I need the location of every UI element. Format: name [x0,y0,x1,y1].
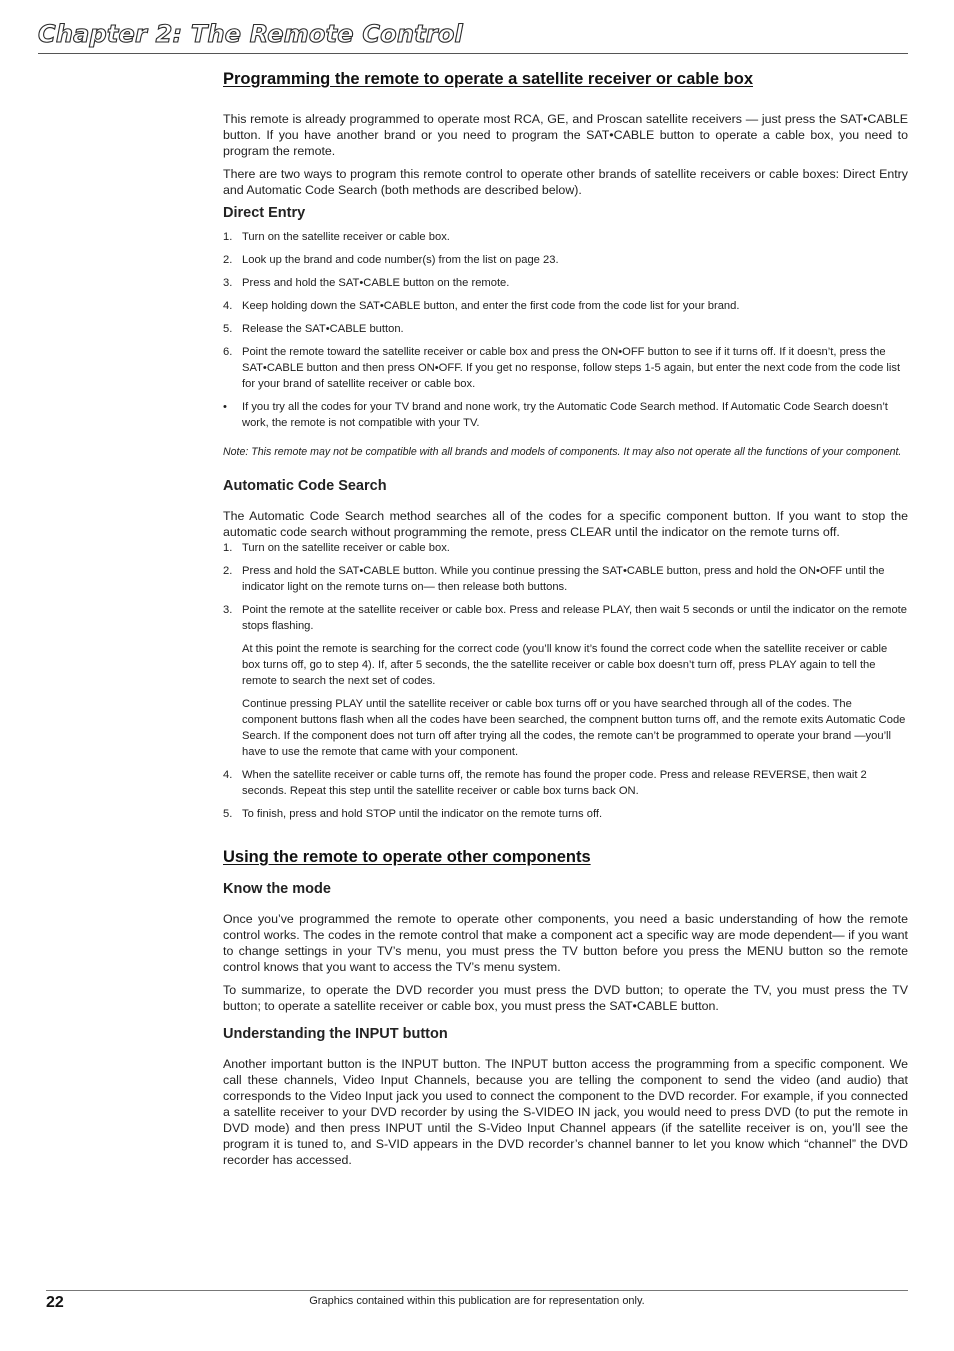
know-mode-paragraph-1: Once you’ve programmed the remote to operate other components, you need a basic understanding of how the remote control works. The codes in the remote control that make a component act a specific way are mode dependent— if you want to change settings in your TV’s menu, you must press the TV button before you press the MENU button so the remote control knows that you want to access the TV’s menu system. [223,912,908,974]
list-item [223,540,908,556]
list-item [223,275,908,291]
list-item [223,344,908,392]
heading-automatic-code-search: Automatic Code Search [223,478,387,494]
direct-entry-bullets [223,399,908,431]
list-item [223,252,908,268]
page-content [223,68,908,1175]
step-text: Point the remote toward the satellite receiver or cable box and press the ON•OFF button to see if it turns off. If it doesn’t, press the SAT•CABLE button and then press ON•OFF. If you get no response, follow steps 1-5 again, but enter the next code from the code list for your brand of satellite receiver or cable box. [242,346,901,390]
step-text: To finish, press and hold STOP until the indicator on the remote turns off. [242,808,603,820]
step-text: Turn on the satellite receiver or cable box. [242,542,450,554]
page-number: 22 [46,1294,64,1311]
section-title-other-components: Using the remote to operate other components [223,848,591,866]
step-number: 1. [223,542,233,554]
chapter-title: Chapter 2: The Remote Control [38,20,463,48]
step-number: 4. [223,300,233,312]
heading-direct-entry: Direct Entry [223,205,306,221]
step-continuation: At this point the remote is searching for the correct code (you’ll know it’s found the correct code when the satellite receiver or cable box turns off, go to step 4). If, after 5 seconds, the the satellite receiver or cable box doesn’t turn off, press PLAY again to tell the remote to search the next set of codes. [242,643,888,687]
step-text: Press and hold the SAT•CABLE button on the remote. [242,277,510,289]
heading-know-the-mode: Know the mode [223,881,331,897]
step-number: 4. [223,769,233,781]
list-item [223,563,908,595]
step-continuation: Continue pressing PLAY until the satellite receiver or cable box turns off or you have searched through all of the codes. The component buttons flash when all the codes have been searched, the compnent button turns off, and the remote exits Automatic Code Search. If the component does not turn off after trying all the codes, the remote can’t be programmed to operate your brand —you’ll have to use the remote that came with your component. [242,698,906,758]
intro-paragraph-2: There are two ways to program this remote control to operate other brands of satellite receivers or cable boxes: Direct Entry and Automatic Code Search (both methods are described below). [223,167,908,197]
list-item [223,321,908,337]
step-text: Look up the brand and code number(s) from the list on page 23. [242,254,559,266]
step-text: Point the remote at the satellite receiver or cable box. Press and release PLAY, then wait 5 seconds or until the indicator on the remote stops flashing. [242,604,907,632]
compatibility-note: Note: This remote may not be compatible with all brands and models of components. It may also not operate all the functions of your component. [223,446,902,458]
step-number: 2. [223,254,233,266]
footer-note: Graphics contained within this publication are for representation only. [309,1295,645,1307]
step-text: Keep holding down the SAT•CABLE button, and enter the first code from the code list for your brand. [242,300,740,312]
step-number: 6. [223,346,233,358]
auto-search-steps [223,540,908,822]
list-item [223,298,908,314]
input-button-paragraph: Another important button is the INPUT button. The INPUT button access the programming from a specific component. We call these channels, Video Input Channels, because you are telling the component to send the video (and audio) that corresponds to the Video Input jack you used to connect the component to the DVD recorder. For example, if you connected a satellite receiver to your DVD recorder by using the S-VIDEO IN jack, you would need to press DVD (to put the remote in DVD mode) and then press INPUT until the S-Video Input Channel appears (if the satellite receiver is on, you’ll see the program it is tuned to, and S-VID appears in the DVD recorder’s channel banner to let you know which “channel” the DVD recorder has accessed. [223,1057,908,1167]
step-text: When the satellite receiver or cable turns off, the remote has found the proper code. Press and release REVERSE, then wait 2 seconds. Repeat this step until the satellite receiver or cable box turns back ON. [242,769,867,797]
section-title-satellite: Programming the remote to operate a satellite receiver or cable box [223,70,754,88]
list-item [223,229,908,245]
header-divider [38,53,908,54]
list-item [223,602,908,760]
auto-search-intro: The Automatic Code Search method searches all of the codes for a specific component button. If you want to stop the automatic code search without programming the remote, press CLEAR until the indicator on the remote turns off. [223,509,908,539]
step-text: Press and hold the SAT•CABLE button. While you continue pressing the SAT•CABLE button, press and hold the ON•OFF until the indicator light on the remote turns on— then release both buttons. [242,565,885,593]
know-mode-paragraph-2: To summarize, to operate the DVD recorder you must press the DVD button; to operate the TV, you must press the TV button; to operate a satellite receiver or cable box, you must press the SAT•CABLE button. [223,983,908,1013]
list-item [223,399,908,431]
heading-input-button: Understanding the INPUT button [223,1026,448,1042]
step-number: 2. [223,565,233,577]
direct-entry-steps [223,229,908,392]
step-number: 1. [223,231,233,243]
step-number: 3. [223,277,233,289]
footer-divider [46,1290,908,1291]
step-number: 3. [223,604,233,616]
bullet-text: If you try all the codes for your TV brand and none work, try the Automatic Code Search method. If Automatic Code Search doesn’t work, the remote is not compatible with your TV. [242,401,888,429]
list-item [223,767,908,799]
intro-paragraph-1: This remote is already programmed to operate most RCA, GE, and Proscan satellite receivers — just press the SAT•CABLE button. If you have another brand or you need to program the SAT•CABLE button to operate a cable box, you need to program the remote. [223,112,908,158]
step-number: 5. [223,323,233,335]
bullet-marker: • [223,401,227,413]
step-number: 5. [223,808,233,820]
list-item [223,806,908,822]
step-text: Turn on the satellite receiver or cable box. [242,231,450,243]
step-text: Release the SAT•CABLE button. [242,323,404,335]
